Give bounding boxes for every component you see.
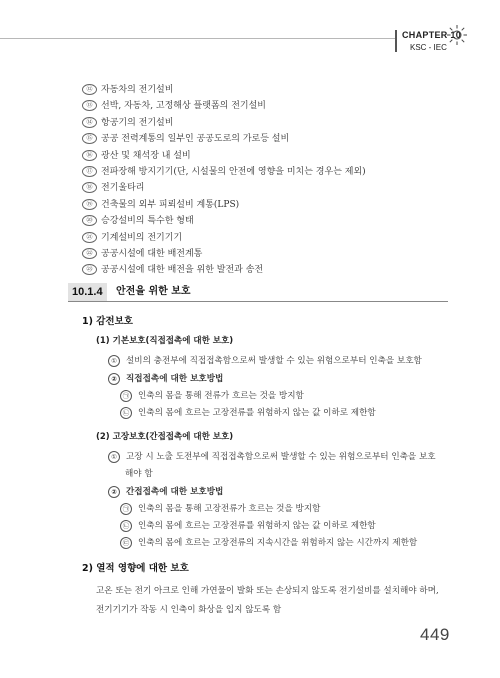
item-number: ⑬ — [82, 100, 97, 111]
section-number: 10.1.4 — [68, 283, 107, 301]
list-item — [82, 230, 182, 243]
item-number: ⑫ — [82, 84, 97, 95]
chapter-subtitle: KSC - IEC — [410, 43, 447, 52]
item-text: 자동차의 전기설비 — [101, 85, 174, 95]
item-number: ㉢ — [120, 537, 132, 549]
item-text: 승강설비의 특수한 형태 — [101, 216, 194, 227]
chapter-label: CHAPTER 10 — [402, 30, 462, 40]
list-item — [82, 197, 239, 210]
list-item — [82, 98, 266, 111]
item-text: 선박, 자동차, 고정해상 플랫폼의 전기설비 — [101, 101, 266, 112]
item-number: ① — [108, 451, 120, 463]
item-number: ⑲ — [82, 199, 97, 210]
paragraph — [120, 519, 376, 532]
paragraph — [108, 372, 223, 385]
paragraph — [120, 389, 304, 402]
item-text: 설비의 충전부에 직접접촉함으로써 발생할 수 있는 위험으로부터 인축을 보호함 — [126, 356, 422, 366]
paragraph — [108, 450, 436, 463]
subsection-title: 2) 열적 영향에 대한 보호 — [82, 563, 189, 574]
item-number: ㉑ — [82, 232, 97, 243]
item-text: 인축의 몸에 흐르는 고장전류의 지속시간을 위험하지 않는 시간까지 제한함 — [138, 538, 418, 548]
item-number: ⑱ — [82, 182, 97, 193]
item-number: ⑳ — [82, 215, 97, 226]
item-number: ㉠ — [120, 503, 132, 515]
item-number: ① — [108, 355, 120, 367]
item-text: 전기울타리 — [101, 183, 145, 194]
sub-subsection-title: (2) 고장보호(간접접촉에 대한 보호) — [96, 432, 234, 442]
item-text: 공공시설에 대한 배전계통 — [101, 249, 203, 259]
section-heading — [68, 283, 448, 301]
item-number: ㉓ — [82, 264, 97, 275]
paragraph — [108, 354, 422, 367]
paragraph — [108, 485, 223, 498]
item-number: ⑭ — [82, 117, 97, 128]
item-text: 건축물의 외부 피뢰설비 계통(LPS) — [101, 199, 240, 210]
sub-subsection-title: (1) 기본보호(직접접촉에 대한 보호) — [96, 336, 234, 346]
list-item — [82, 82, 173, 95]
paragraph: 고온 또는 전기 아크로 인해 가연물이 발화 또는 손상되지 않도록 전기설비를 설치해야 하며, — [96, 586, 439, 596]
paragraph: 전기기기가 작동 시 인축이 화상을 입지 않도록 함 — [96, 605, 282, 615]
item-text: 인축의 몸에 흐르는 고장전류를 위험하지 않는 값 이하로 제한함 — [138, 408, 376, 418]
header-rule — [0, 38, 395, 39]
list-item — [82, 148, 191, 161]
item-number: ㉡ — [120, 520, 132, 532]
list-item — [82, 213, 194, 226]
item-number: ② — [108, 486, 120, 498]
item-number: ㉒ — [82, 248, 97, 259]
item-text: 광산 및 채석장 내 설비 — [101, 150, 191, 161]
paragraph — [120, 406, 376, 419]
sun-icon — [446, 24, 468, 46]
item-text: 공공 전력계통의 일부인 공공도로의 가로등 설비 — [101, 134, 290, 145]
item-number: ⑮ — [82, 133, 97, 144]
item-text: 인축의 몸을 통해 전류가 흐르는 것을 방지함 — [138, 391, 304, 401]
item-number: ② — [108, 373, 120, 385]
item-text: 인축의 몸에 흐르는 고장전류를 위험하지 않는 값 이하로 제한함 — [138, 521, 376, 531]
item-text: 직접접촉에 대한 보호방법 — [126, 374, 224, 384]
header-divider — [395, 30, 397, 52]
paragraph — [120, 536, 417, 549]
item-text: 전파장해 방지기기(단, 시설물의 안전에 영향을 미치는 경우는 제외) — [101, 167, 366, 177]
item-text: 고장 시 노출 도전부에 직접접촉함으로써 발생할 수 있는 위험으로부터 인축을 보호 — [126, 452, 436, 462]
item-text: 공공시설에 대한 배전을 위한 발전과 송전 — [101, 265, 264, 276]
list-item — [82, 262, 263, 275]
paragraph — [120, 502, 320, 515]
section-title: 안전을 위한 보호 — [116, 286, 191, 297]
list-item — [82, 164, 366, 177]
item-text: 항공기의 전기설비 — [101, 117, 174, 128]
paragraph-continued: 해야 함 — [125, 469, 153, 479]
section-rule — [68, 301, 448, 302]
item-number: ⑯ — [82, 150, 97, 161]
list-item — [82, 115, 173, 128]
item-text: 기계설비의 전기기기 — [101, 232, 183, 243]
item-number: ⑰ — [82, 166, 97, 177]
item-number: ㉠ — [120, 390, 132, 402]
subsection-title: 1) 감전보호 — [82, 316, 133, 327]
list-item — [82, 180, 144, 193]
item-text: 간접접촉에 대한 보호방법 — [126, 487, 224, 497]
list-item — [82, 246, 202, 259]
item-number: ㉡ — [120, 407, 132, 419]
page-number: 449 — [420, 625, 450, 644]
list-item — [82, 131, 289, 144]
item-text: 인축의 몸을 통해 고장전류가 흐르는 것을 방지함 — [138, 504, 321, 514]
